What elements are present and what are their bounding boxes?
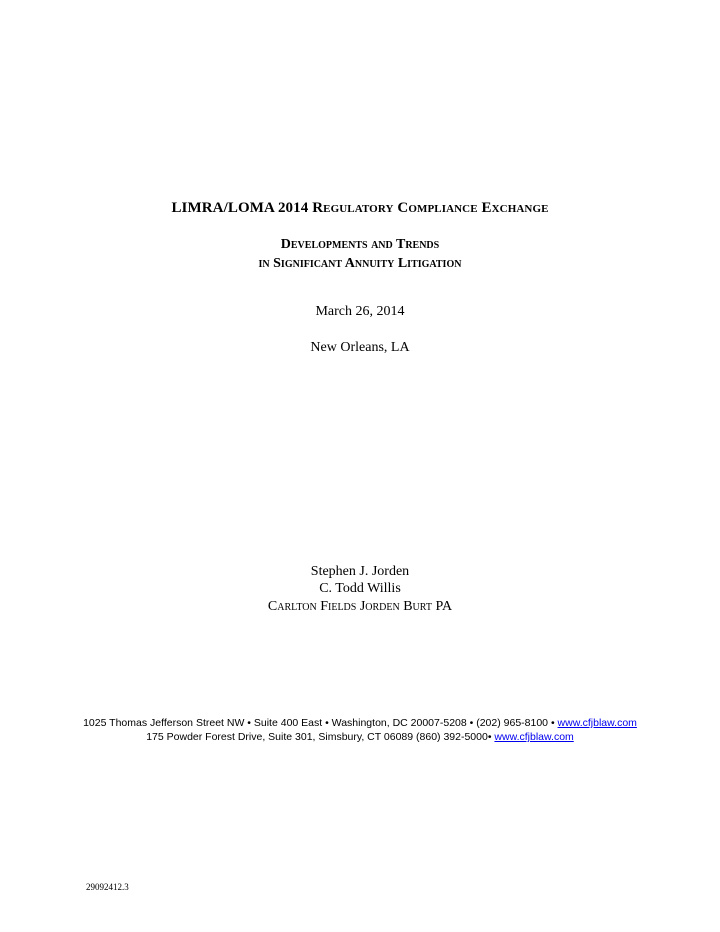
law-firm-name: Carlton Fields Jorden Burt PA <box>267 599 453 614</box>
event-date: March 26, 2014 <box>315 304 405 319</box>
document-number: 29092412.3 <box>86 882 129 892</box>
author-1: Stephen J. Jorden <box>310 564 410 579</box>
author-2: C. Todd Willis <box>319 581 401 596</box>
address-line-2-text: 175 Powder Forest Drive, Suite 301, Simsbury, CT 06089 (860) 392-5000• <box>146 731 495 743</box>
address-line-2 <box>0 731 720 743</box>
subtitle-line-1: Developments and Trends <box>280 237 440 252</box>
address-line-1 <box>0 717 720 729</box>
subtitle-line-2: in Significant Annuity Litigation <box>258 256 462 271</box>
event-location: New Orleans, LA <box>310 340 410 355</box>
address-line-1-text: 1025 Thomas Jefferson Street NW • Suite 400 East • Washington, DC 20007-5208 • (202) 965-8100 • <box>83 717 558 729</box>
document-title: LIMRA/LOMA 2014 Regulatory Compliance Exchange <box>171 200 549 216</box>
website-link-2[interactable]: www.cfjblaw.com <box>494 731 574 743</box>
website-link-1[interactable]: www.cfjblaw.com <box>557 717 637 729</box>
